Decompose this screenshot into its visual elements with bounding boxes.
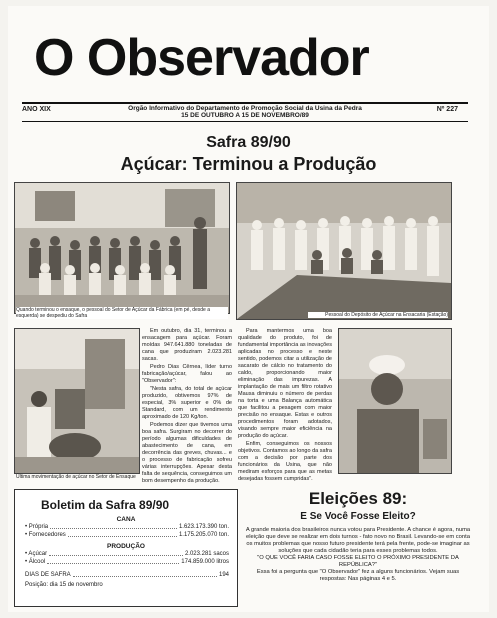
row-value: 2.023.281 sacos — [184, 551, 229, 557]
row-label: • Fornecedores — [25, 532, 66, 538]
boletim-box — [14, 489, 238, 607]
eleicoes-question: "O QUE VOCÊ FARIA CASO FOSSE ELEITO O PRÓXIMO PRESIDENTE DA REPÚBLICA?" — [257, 555, 459, 568]
article-paragraph: Podemos dizer que tivemos uma boa safra. Surgiram no decorrer do período algumas dificuldades de abastecimento de cana, em decorrência das greves, chuvas... e o processo de fabricação sofreu várias interrupções. Apesar desta falta de sequência, conseguimos um bom desempenho da produção. — [142, 422, 232, 484]
article-column-1 — [142, 328, 232, 486]
eleicoes-subtitle: E Se Você Fosse Eleito? — [300, 511, 416, 522]
posicao-text: Posição: dia 15 de novembro — [25, 582, 103, 588]
lead-headline: Açúcar: Terminou a Produção — [120, 154, 377, 174]
leader-dots — [73, 571, 217, 577]
newspaper-title: O Observador — [34, 29, 369, 87]
issue-dates: 15 DE OUTUBRO A 15 DE NOVEMBRO/89 — [181, 112, 309, 119]
row-label: DIAS DE SAFRA — [25, 572, 71, 578]
row-value: 1.623.173.390 ton. — [178, 524, 229, 530]
photo-last-bagging-image — [15, 329, 139, 473]
article-paragraph: "Nesta safra, do total de açúcar produzido, obtivemos 97% de especial, 3% superior e 0% de Standard, com um rendimento aproximado de 120 Kg/ton. — [142, 386, 232, 420]
sub-rule — [22, 121, 468, 122]
boletim-row — [15, 550, 237, 558]
article-paragraph: Em outubro, dia 31, terminou a ensacagem para açúcar. Foram moídas 947.641.880 toneladas de cana que produziram 2.023.281 sacas. — [142, 328, 232, 362]
photo-workers-factory — [14, 182, 230, 314]
newspaper-page — [8, 6, 489, 612]
eleicoes-body — [238, 527, 478, 583]
boletim-row — [15, 571, 237, 579]
row-value: 1.175.205.070 ton. — [178, 532, 229, 538]
boletim-posicao — [15, 581, 237, 589]
masthead — [22, 22, 462, 102]
organ-line — [22, 105, 468, 119]
eleicoes-section — [238, 489, 478, 605]
photo-workers-factory-image — [15, 183, 229, 313]
boletim-row — [15, 531, 237, 539]
photo3-caption: Última movimentação de açúcar no Setor de Ensaque — [16, 474, 136, 480]
row-label: • Própria — [25, 524, 49, 530]
lead-kicker: Safra 89/90 — [206, 134, 291, 151]
producao-heading: PRODUÇÃO — [107, 543, 145, 550]
photo2-caption: Pessoal do Depósito de Açúcar na Ensacaria (Estação) — [308, 312, 448, 318]
leader-dots — [50, 523, 177, 529]
boletim-row — [15, 523, 237, 531]
photo-warehouse-workers-image — [237, 183, 451, 319]
leader-dots — [49, 550, 183, 556]
organ-text: Orgão Informativo do Departamento de Promoção Social da Usina da Pedra — [128, 105, 362, 112]
article-paragraph: Pedro Dias Cêrnea, líder turno fabricação/açúcar, falou ao "Observador": — [142, 364, 232, 384]
photo1-caption: Quando terminou o ensaque, o pessoal do Setor de Açúcar da Fábrica (em pé, desde a esquerda) se despediu do Safra — [16, 307, 228, 319]
eleicoes-paragraph: A grande maioria dos brasileiros nunca votou para Presidente. A chance é agora, numa eleição que deve se realizar em dois turnos - fato novo no Brasil. Levando-se em conta os muitos problemas que nosso futuro presidente terá pela frente, pode-se imaginar as soluções que cada cidadão teria para esses problemas todos. — [245, 527, 471, 554]
eleicoes-title: Eleições 89: — [308, 489, 408, 508]
article-column-2 — [238, 328, 332, 484]
article-paragraph: Para mantermos uma boa qualidade do produto, foi de fundamental importância as inovações aplicadas no processo e neste sentido, podemos citar a utilização de sacarato de cálcio no tratamento do caldo, proporcionando maior eliminação das impurezas. A implantação de mais um filtro rotativo Mausa diminuiu o número de perdas na torta e uma Balança automática que facilitou a pesagem com maior precisão no ensaque. Estas e outros procedimentos foram adotados, visando sempre maior eficiência na produção do açúcar. — [238, 328, 332, 439]
photo-last-bagging — [14, 328, 140, 474]
issue-year: ANO XIX — [22, 106, 51, 113]
row-value: 174.859.000 litros — [181, 559, 229, 565]
masthead-rule — [22, 102, 468, 104]
photo-worker-portrait — [338, 328, 452, 474]
cana-heading: CANA — [116, 516, 136, 523]
photo-warehouse-workers — [236, 182, 452, 320]
article-paragraph: Enfim, conseguimos os nossos objetivos. Contamos ao longo da safra com a decisão por parte dos funcionários da Usina, que não mediram esforços para que as metas desejadas fossem cumpridas". — [238, 441, 332, 482]
boletim-title: Boletim da Safra 89/90 — [41, 498, 170, 512]
leader-dots — [47, 558, 179, 564]
issue-number: Nº 227 — [436, 106, 458, 113]
photo-worker-portrait-image — [339, 329, 451, 473]
row-value: 194 — [218, 572, 229, 578]
row-label: • Álcool — [25, 559, 46, 565]
eleicoes-paragraph: Essa foi a pergunta que "O Observador" fez a alguns funcionários. Vejam suas respostas: Nas páginas 4 e 5. — [256, 569, 460, 582]
boletim-row — [15, 558, 237, 566]
row-label: • Açúcar — [25, 551, 48, 557]
masthead-info — [22, 105, 468, 121]
leader-dots — [68, 531, 177, 537]
